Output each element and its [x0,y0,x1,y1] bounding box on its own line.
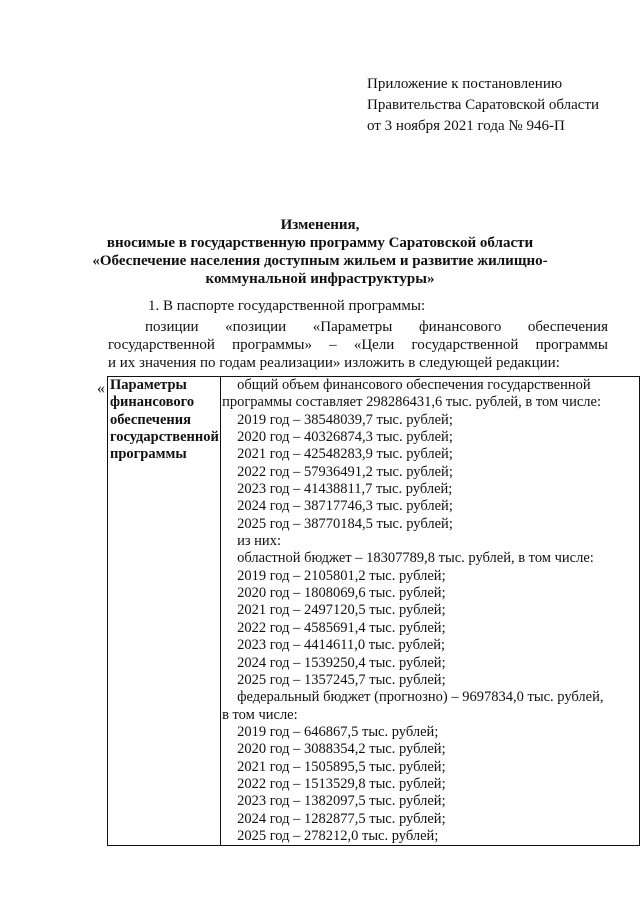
table-row [108,377,640,846]
opening-quote-mark: « [97,380,105,397]
funding-line: 2020 год – 1808069,6 тыс. рублей; [237,585,446,602]
funding-line: 2024 год – 38717746,3 тыс. рублей; [237,498,453,515]
title-line: Изменения, [280,217,360,233]
paragraph-1: 1. В паспорте государственной программы: [148,298,426,314]
parameter-name-line: обеспечения [110,411,191,428]
funding-line: 2021 год – 1505895,5 тыс. рублей; [237,758,446,775]
funding-line: из них: [237,533,281,550]
funding-line: 2023 год – 41438811,7 тыс. рублей; [237,481,453,498]
funding-line: 2023 год – 4414611,0 тыс. рублей; [237,637,446,654]
parameter-name-line: государственной [110,429,219,446]
parameter-value-cell [221,377,640,846]
header-line: от 3 ноября 2021 года № 946-П [367,118,565,134]
paragraph-2-line-3: и их значения по годам реализации» изложить в следующей редакции: [108,355,560,371]
funding-line: 2019 год – 2105801,2 тыс. рублей; [237,567,446,584]
funding-line: программы составляет 298286431,6 тыс. рублей, в том числе: [222,394,601,411]
parameter-name-line: финансового [110,394,195,411]
header-line: Правительства Саратовской области [367,97,600,113]
parameters-table [107,376,640,846]
document-title [0,216,640,288]
document-header [367,74,599,137]
paragraph-2-line-2: государственной программы» – «Цели государственной программы [108,337,608,353]
funding-line: 2019 год – 38548039,7 тыс. рублей; [237,411,453,428]
parameter-name-line: программы [110,446,187,463]
title-line: «Обеспечение населения доступным жильем и развитие жилищно- [92,253,548,269]
funding-line: 2025 год – 38770184,5 тыс. рублей; [237,515,453,532]
funding-line: 2022 год – 57936491,2 тыс. рублей; [237,463,453,480]
funding-line: 2021 год – 42548283,9 тыс. рублей; [237,446,453,463]
parameter-name-line: Параметры [110,377,187,393]
funding-line: в том числе: [222,706,298,723]
funding-line: 2025 год – 278212,0 тыс. рублей; [237,827,439,844]
funding-line: федеральный бюджет (прогнозно) – 9697834,0 тыс. рублей, [237,689,604,706]
header-line: Приложение к постановлению [367,76,563,92]
funding-line: областной бюджет – 18307789,8 тыс. рублей, в том числе: [237,550,594,567]
title-line: коммунальной инфраструктуры» [205,271,435,287]
funding-line: 2022 год – 4585691,4 тыс. рублей; [237,619,446,636]
parameter-name-cell [108,377,221,846]
funding-line: 2019 год – 646867,5 тыс. рублей; [237,723,439,740]
funding-line: 2024 год – 1539250,4 тыс. рублей; [237,654,446,671]
paragraph-2-line-1: позиции «позиции «Параметры финансового обеспечения [145,319,608,335]
funding-line: 2025 год – 1357245,7 тыс. рублей; [237,671,446,688]
funding-line: 2023 год – 1382097,5 тыс. рублей; [237,793,446,810]
funding-line: 2022 год – 1513529,8 тыс. рублей; [237,775,446,792]
funding-line: 2024 год – 1282877,5 тыс. рублей; [237,810,446,827]
funding-line: 2020 год – 40326874,3 тыс. рублей; [237,429,453,446]
funding-line: общий объем финансового обеспечения государственной [237,377,591,393]
funding-line: 2020 год – 3088354,2 тыс. рублей; [237,741,446,758]
title-line: вносимые в государственную программу Саратовской области [106,235,534,251]
funding-line: 2021 год – 2497120,5 тыс. рублей; [237,602,446,619]
